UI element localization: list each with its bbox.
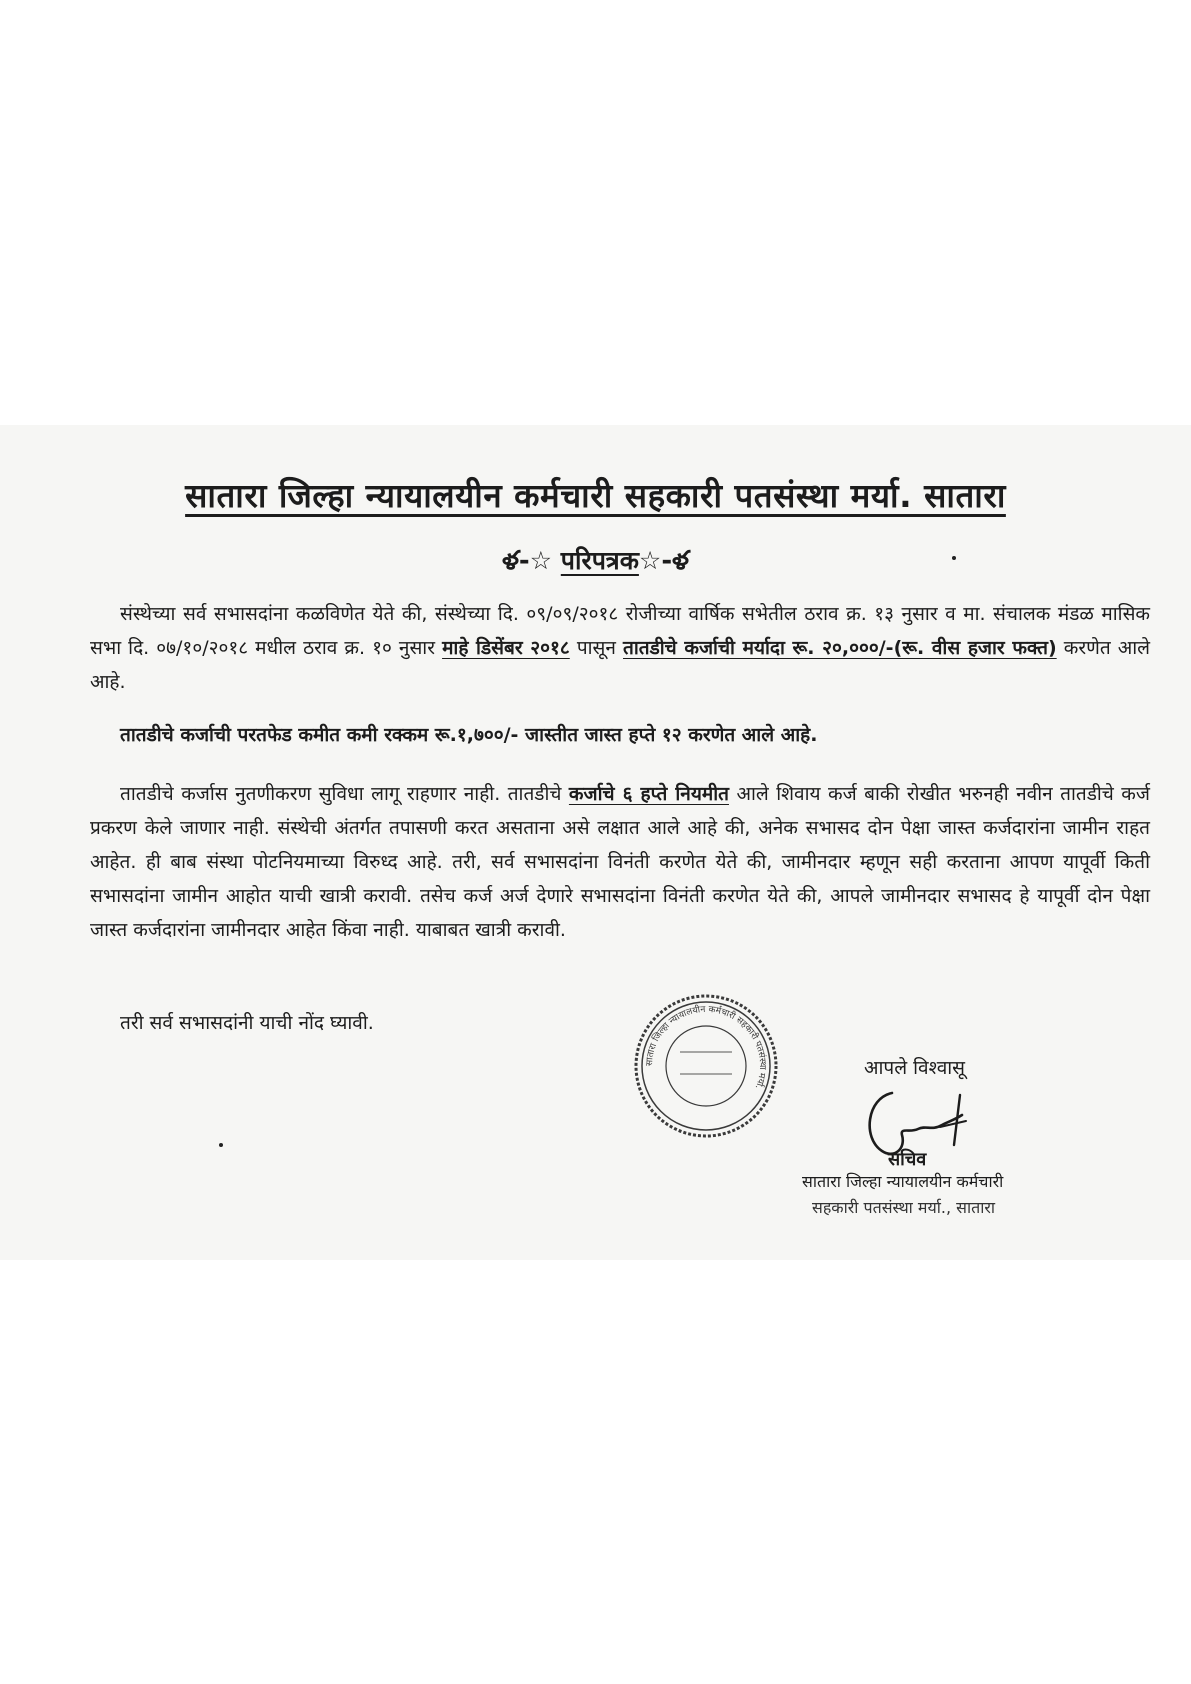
organization-title: सातारा जिल्हा न्यायालयीन कर्मचारी सहकारी पतसंस्था मर्या. सातारा — [185, 476, 1006, 515]
circular-heading — [0, 543, 1191, 582]
loan-limit-highlight: तातडीचे कर्जाची मर्यादा रू. २०,०००/-(रू. वीस हजार फक्त) — [623, 637, 1057, 659]
paragraph-repayment — [90, 718, 1150, 752]
paragraph-text: आले शिवाय कर्ज बाकी रोखीत भरुनही नवीन तातडीचे कर्ज प्रकरण केले जाणार नाही. संस्थेची अंतर्गत तपासणी करत असताना असे लक्षात आले आहे की, अनेक सभासद दोन पेक्षा जास्त कर्जदारांना जामीन राहत आहेत. ही बाब संस्था पोटनियमाच्या विरुध्द आहे. तरी, सर्व सभासदांना विनंती करणेत येते की, जामीनदार म्हणून सही करताना आपण यापूर्वी किती सभासदांना जामीन आहोत याची खात्री करावी. तसेच कर्ज अर्ज देणारे सभासदांना विनंती करणेत येते की, आपले जामीनदार सभासद हे यापूर्वी दोन पेक्षा जास्त कर्जदारांना जामीनदार आहेत किंवा नाही. याबाबत खात्री करावी. — [90, 783, 1150, 941]
circular-label: परिपत्रक — [560, 546, 639, 575]
paragraph-text: तातडीचे कर्जाची परतफेड कमीत कमी रक्कम रू.१,७००/- जास्तीत जास्त हप्ते १२ करणेत आले आहे. — [120, 724, 818, 746]
paragraph-text: करणेत आले आहे. — [90, 637, 1151, 693]
ornament-right-icon: -ళ — [661, 546, 689, 576]
effective-date-highlight: माहे डिसेंबर २०१८ — [442, 637, 570, 659]
paragraph-note — [90, 1006, 1150, 1040]
ornament-left-icon: ళ- — [502, 546, 530, 576]
seal-text: सातारा जिल्हा न्यायालयीन कर्मचारी सहकारी पतसंस्था मर्या. — [644, 1004, 768, 1091]
scan-speck — [219, 1143, 223, 1147]
installments-highlight: कर्जाचे ६ हप्ते नियमीत — [568, 783, 729, 805]
scan-speck — [952, 556, 956, 560]
signatory-role: सचिव — [888, 1149, 927, 1170]
star-icon: ☆ — [529, 546, 553, 575]
paragraph-text: पासून — [576, 637, 616, 659]
paragraph-text: तरी सर्व सभासदांनी याची नोंद घ्यावी. — [120, 1012, 374, 1034]
society-seal-stamp — [632, 992, 780, 1140]
signatory-org-line1: सातारा जिल्हा न्यायालयीन कर्मचारी — [802, 1172, 1004, 1191]
star-icon: ☆ — [638, 546, 662, 575]
signatory-org-line2: सहकारी पतसंस्था मर्या., सातारा — [812, 1198, 996, 1217]
paragraph-loan-limit — [90, 597, 1150, 699]
paragraph-text: तातडीचे कर्जास नुतणीकरण सुविधा लागू राहणार नाही. तातडीचे — [120, 783, 562, 805]
svg-text:सातारा जिल्हा न्यायालयीन कर्मच — [645, 1003, 768, 1090]
paragraph-guarantor-rules — [90, 777, 1150, 947]
closing-phrase: आपले विश्वासू — [864, 1057, 966, 1079]
paragraph-text: संस्थेच्या सर्व सभासदांना कळविणेत येते की, संस्थेच्या दि. ०९/०९/२०१८ रोजीच्या वार्षिक सभेतील ठराव क्र. १३ नुसार व मा. संचालक मंडळ मासिक सभा दि. ०७/१०/२०१८ मधील ठराव क्र. १० नुसार — [90, 603, 1150, 659]
